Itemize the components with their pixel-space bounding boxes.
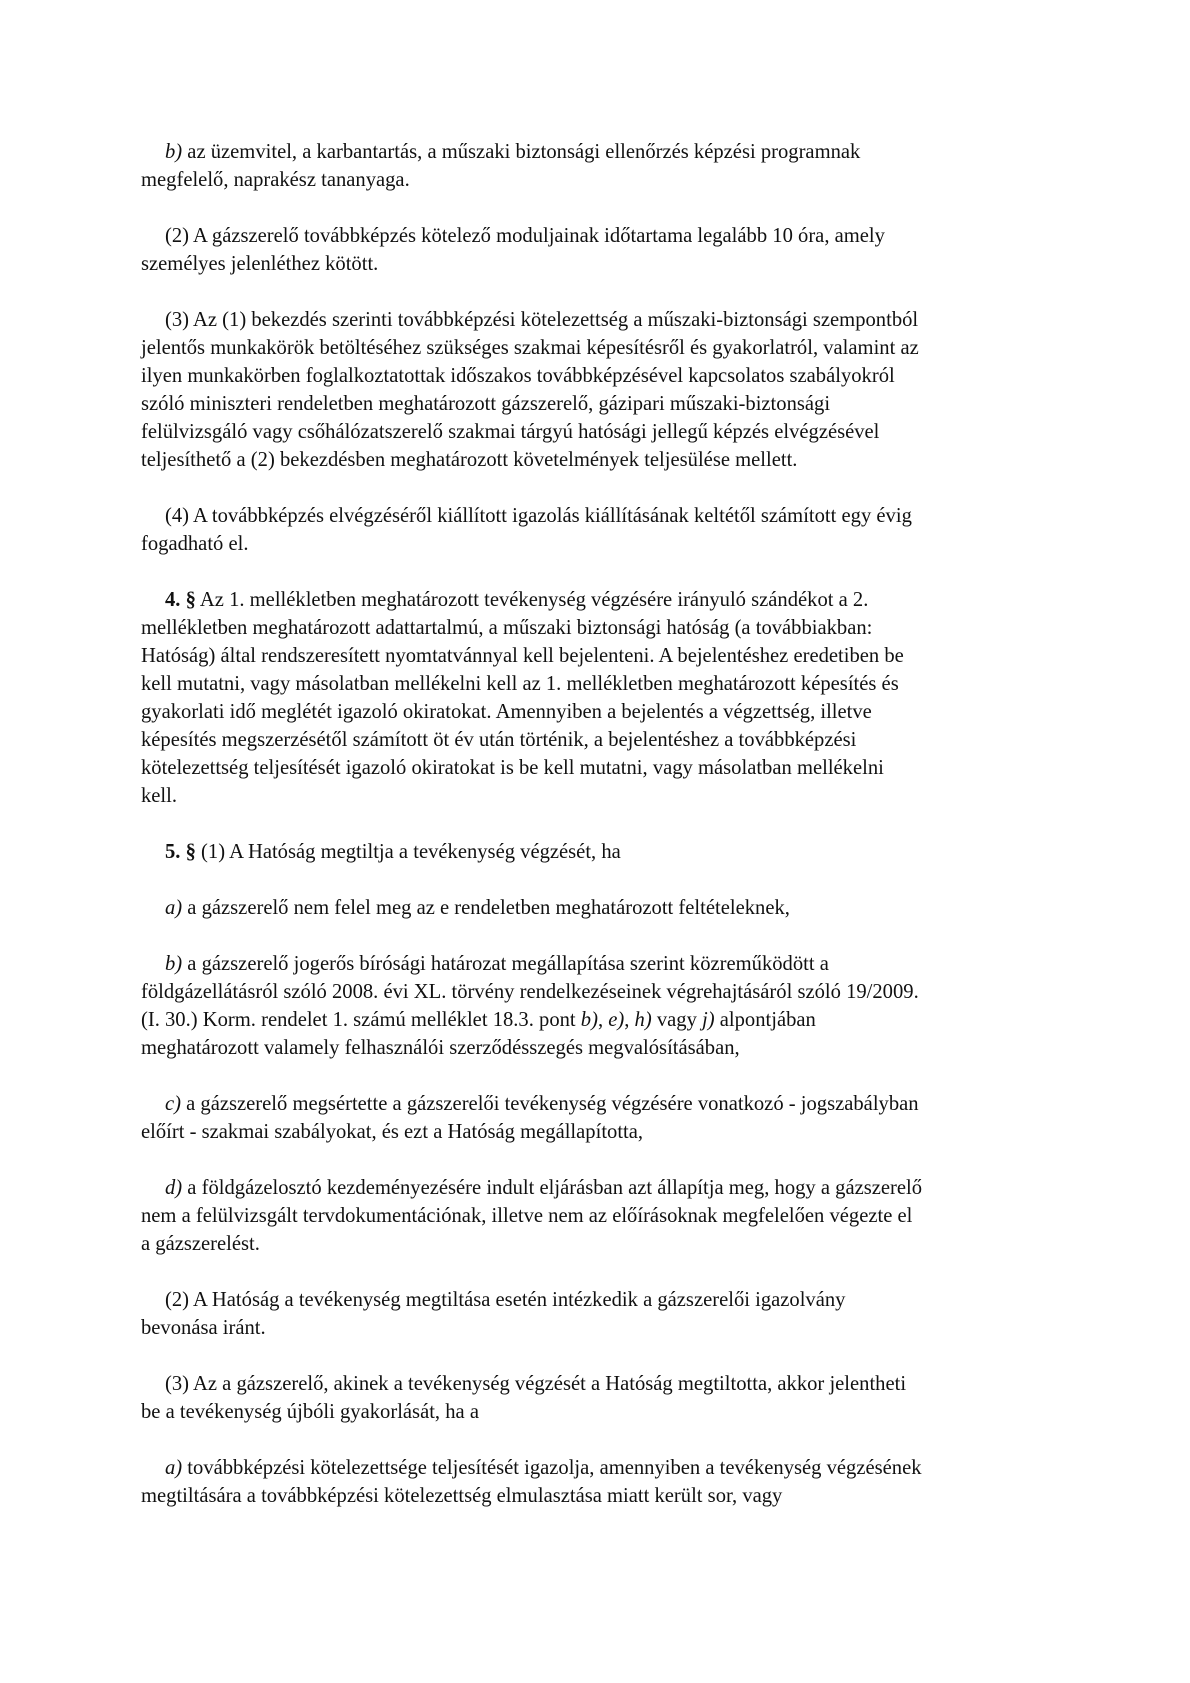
- sub-point-label: e): [608, 1009, 625, 1031]
- paragraph-2-license-withdrawal: [141, 1286, 1053, 1342]
- text-run: a gázszerelő jogerős bírósági határozat megállapítása szerint közreműködött a: [182, 953, 829, 975]
- point-label: c): [165, 1093, 181, 1115]
- text-line: képesítés megszerzésétől számított öt év után történik, a bejelentéshez a továbbképzési: [141, 729, 857, 751]
- text-line: kell.: [141, 785, 178, 807]
- text-run: a gázszerelő megsértette a gázszerelői tevékenység végzésére vonatkozó - jogszabályban: [181, 1093, 919, 1115]
- text-line: [165, 1090, 1053, 1118]
- paragraph-3-resumption: [141, 1370, 1053, 1426]
- text-line: előírt - szakmai szabályokat, és ezt a Hatóság megállapította,: [141, 1121, 644, 1143]
- text-line: (4) A továbbképzés elvégzéséről kiállított igazolás kiállításának keltétől számított egy évig: [165, 505, 912, 527]
- text-line: (2) A Hatóság a tevékenység megtiltása esetén intézkedik a gázszerelői igazolvány: [165, 1289, 846, 1311]
- text-run: (I. 30.) Korm. rendelet 1. számú melléklet 18.3. pont: [141, 1009, 581, 1031]
- section-number: 4. §: [165, 589, 196, 611]
- text-run: a földgázelosztó kezdeményezésére indult eljárásban azt állapítja meg, hogy a gázszerelő: [182, 1177, 923, 1199]
- text-line: megfelelő, naprakész tananyaga.: [141, 169, 410, 191]
- text-line: személyes jelenléthez kötött.: [141, 253, 379, 275]
- point-c-professional-rules: [141, 1090, 1053, 1146]
- paragraph-2-module-duration: [141, 222, 1053, 278]
- text-line: (2) A gázszerelő továbbképzés kötelező moduljainak időtartama legalább 10 óra, amely: [165, 225, 885, 247]
- point-d-distributor-procedure: [141, 1174, 1053, 1258]
- text-line: [165, 138, 1053, 166]
- paragraph-3-training-obligation: [141, 306, 1053, 474]
- text-line: be a tevékenység újbóli gyakorlását, ha a: [141, 1401, 479, 1423]
- text-line: Hatóság) által rendszeresített nyomtatvánnyal kell bejelenteni. A bejelentéshez eredetiben be: [141, 645, 904, 667]
- text-line: szóló miniszteri rendeletben meghatározott gázszerelő, gázipari műszaki-biztonsági: [141, 393, 831, 415]
- text-line: [165, 894, 1053, 922]
- text-line: kell mutatni, vagy másolatban mellékelni kell az 1. mellékletben meghatározott képesítés és: [141, 673, 899, 695]
- text-line: (3) Az a gázszerelő, akinek a tevékenység végzését a Hatóság megtiltotta, akkor jelentheti: [165, 1373, 907, 1395]
- text-line: (3) Az (1) bekezdés szerinti továbbképzési kötelezettség a műszaki-biztonsági szempontból: [165, 309, 919, 331]
- text-line: [165, 1454, 1053, 1482]
- text-line: ilyen munkakörben foglalkoztatottak időszakos továbbképzésével kapcsolatos szabályokról: [141, 365, 895, 387]
- text-run: alpontjában: [714, 1009, 816, 1031]
- text-line: [165, 950, 1053, 978]
- document-body: [141, 138, 1053, 1510]
- text-line: [165, 1174, 1053, 1202]
- text-run: a gázszerelő nem felel meg az e rendeletben meghatározott feltételeknek,: [182, 897, 790, 919]
- text-line: [165, 838, 1053, 866]
- text-run: vagy: [651, 1009, 703, 1031]
- point-a-conditions: [141, 894, 1053, 922]
- text-line: [141, 1006, 1053, 1034]
- text-line: teljesíthető a (2) bekezdésben meghatározott követelmények teljesülése mellett.: [141, 449, 798, 471]
- sub-point-label: j): [702, 1009, 715, 1031]
- point-label: b): [165, 141, 183, 163]
- text-line: felülvizsgáló vagy csőhálózatszerelő szakmai tárgyú hatósági jellegű képzés elvégzésével: [141, 421, 880, 443]
- text-run: továbbképzési kötelezettsége teljesítését igazolja, amennyiben a tevékenység végzésének: [182, 1457, 922, 1479]
- section-4-notification: [141, 586, 1053, 810]
- text-run: ,: [624, 1009, 635, 1031]
- text-line: bevonása iránt.: [141, 1317, 266, 1339]
- text-line: fogadható el.: [141, 533, 249, 555]
- text-line: megtiltására a továbbképzési kötelezettség elmulasztása miatt került sor, vagy: [141, 1485, 783, 1507]
- text-line: mellékletben meghatározott adattartalmú, a műszaki biztonsági hatóság (a továbbiakban:: [141, 617, 873, 639]
- text-line: kötelezettség teljesítését igazoló okiratokat is be kell mutatni, vagy másolatban mellékelni: [141, 757, 884, 779]
- text-run: (1) A Hatóság megtiltja a tevékenység végzését, ha: [195, 841, 621, 863]
- point-label: a): [165, 897, 183, 919]
- point-label: b): [165, 953, 183, 975]
- point-b-court-ruling: [141, 950, 1053, 1062]
- sub-point-label: b): [580, 1009, 598, 1031]
- point-a-training-proof: [141, 1454, 1053, 1510]
- text-line: gyakorlati idő meglétét igazoló okiratokat. Amennyiben a bejelentés a végzettség, illetve: [141, 701, 872, 723]
- text-line: a gázszerelést.: [141, 1233, 260, 1255]
- point-label: a): [165, 1457, 183, 1479]
- section-number: 5. §: [165, 841, 196, 863]
- text-line: földgázellátásról szóló 2008. évi XL. törvény rendelkezéseinek végrehajtásáról szóló 19/2009.: [141, 981, 919, 1003]
- text-line: jelentős munkakörök betöltéséhez szükséges szakmai képesítésről és gyakorlatról, valamint az: [141, 337, 919, 359]
- text-run: az üzemvitel, a karbantartás, a műszaki biztonsági ellenőrzés képzési programnak: [182, 141, 861, 163]
- text-line: [165, 586, 1053, 614]
- section-5-prohibition: [141, 838, 1053, 866]
- point-label: d): [165, 1177, 183, 1199]
- sub-point-label: h): [634, 1009, 652, 1031]
- text-line: nem a felülvizsgált tervdokumentációnak, illetve nem az előírásoknak megfelelően végezte el: [141, 1205, 913, 1227]
- text-run: ,: [597, 1009, 609, 1031]
- paragraph-b-training-material: [141, 138, 1053, 194]
- text-run: Az 1. mellékletben meghatározott tevékenység végzésére irányuló szándékot a 2.: [195, 589, 869, 611]
- paragraph-4-certificate-validity: [141, 502, 1053, 558]
- text-line: meghatározott valamely felhasználói szerződésszegés megvalósításában,: [141, 1037, 740, 1059]
